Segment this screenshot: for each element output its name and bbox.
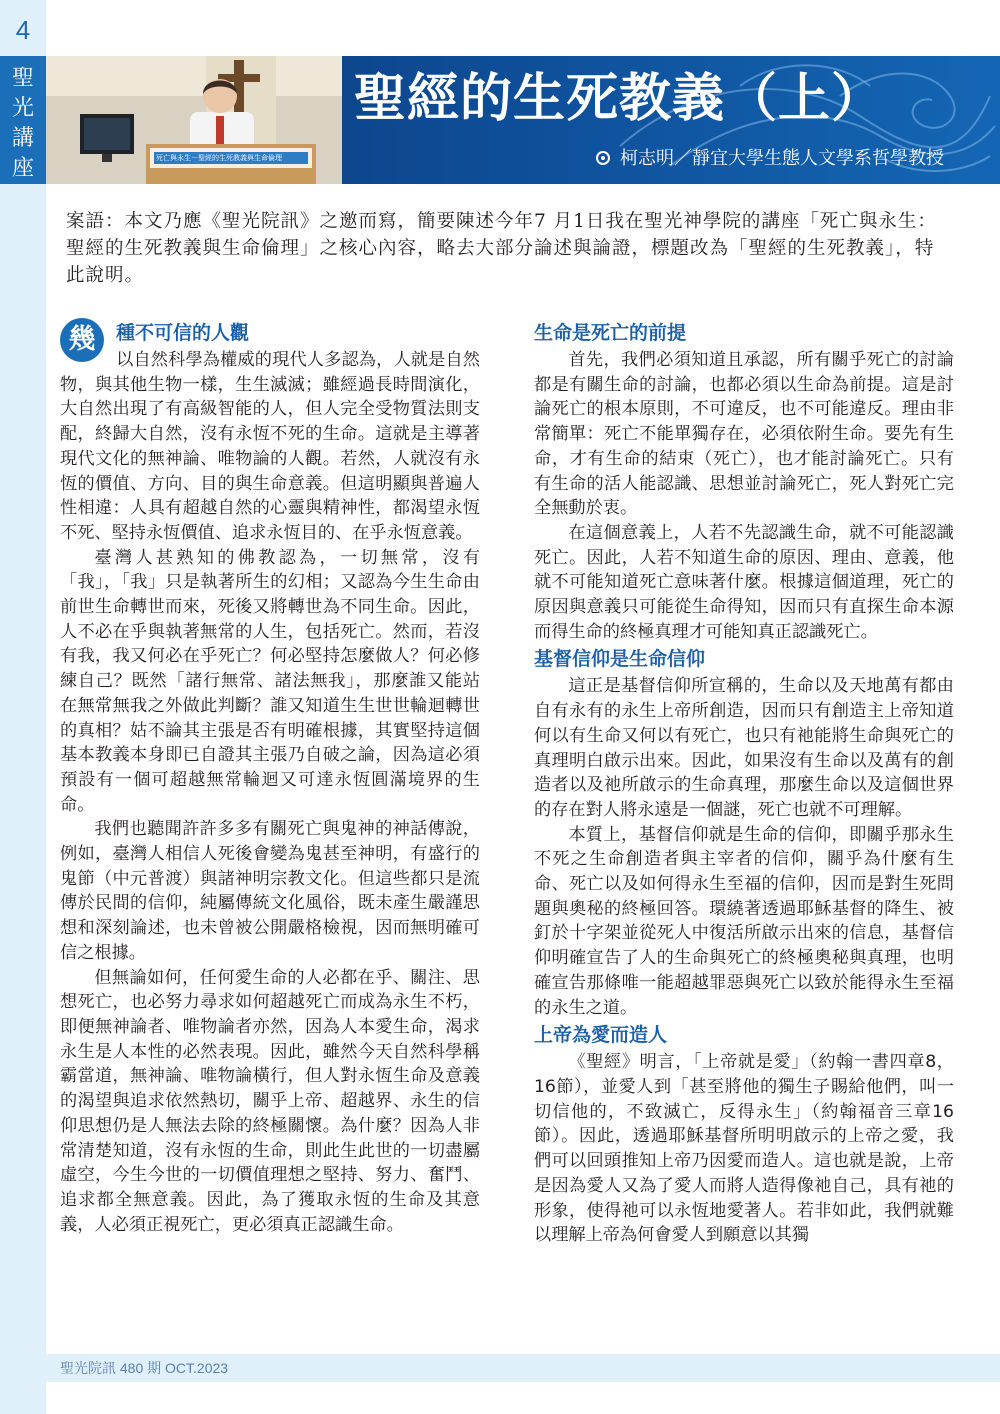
editor-note: 案語：本文乃應《聖光院訊》之邀而寫，簡要陳述今年7 月1日我在聖光神學院的講座「死亡與永生：聖經的生死教義與生命倫理」之核心內容，略去大部分論述與論證，標題改為「聖經的生死教義」，特此說明。	[66, 211, 937, 286]
category-text: 聖 光 講 座	[11, 66, 34, 181]
paragraph: 《聖經》明言，「上帝就是愛」（約翰一書四章8，16節），並愛人到「甚至將他的獨生子賜給他們，叫一切信他的，不致滅亡，反得永生」（約翰福音三章16節）。因此，透過耶穌基督所明明啟示的上帝之愛，我們可以回頭推知上帝乃因愛而造人。這也就是說，上帝是因為愛人又為了愛人而將人造得像祂自己，具有祂的形象，使得祂可以永恆地愛著人。若非如此，我們就難以理解上帝為何會愛人到願意以其獨	[534, 1052, 954, 1246]
section-heading: 種不可信的人觀	[116, 322, 250, 344]
section-heading: 上帝為愛而造人	[534, 1024, 668, 1047]
paragraph: 本質上，基督信仰就是生命的信仰，即關乎那永生不死之生命創造者與主宰者的信仰，關乎為什麼有生命、死亡以及如何得永生至福的信仰，因而是對生死問題與奧秘的終極回答。環繞著透過耶穌基督的降生、被釘於十字架並從死人中復活所啟示出來的信息，基督信仰明確宣告了人的生命與死亡的終極奧秘與真理，也明確宣告那條唯一能超越罪惡與死亡以致於能得永生至福的永生之道。	[534, 824, 954, 1018]
author-line	[596, 144, 996, 174]
side-strip	[0, 0, 46, 1414]
bullet-circle-icon	[596, 151, 610, 165]
header-banner	[46, 56, 1000, 184]
paragraph: 我們也聽聞許許多多有關死亡與鬼神的神話傳說，例如，臺灣人相信人死後會變為鬼甚至神明，有盛行的鬼節（中元普渡）與諸神明宗教文化。但這些都只是流傳於民間的信仰，純屬傳統文化風俗，既未產生嚴謹思想和深刻論述，也未曾被公開嚴格檢視，因而無明確可信之根據。	[60, 819, 480, 963]
paragraph: 首先，我們必須知道且承認，所有關乎死亡的討論都是有關生命的討論，也都必須以生命為前提。這是討論死亡的根本原則，不可違反，也不可能違反。理由非常簡單：死亡不能單獨存在，必須依附生命。要先有生命，才有生命的結束（死亡），也才能討論死亡。只有有生命的活人能認識、思想並討論死亡，死人對死亡完全無動於衷。	[534, 350, 954, 519]
paragraph: 但無論如何，任何愛生命的人必都在乎、關注、思想死亡，也必努力尋求如何超越死亡而成為永生不朽，即便無神論者、唯物論者亦然，因為人本愛生命，渴求永生是人本性的必然表現。因此，雖然今天自然科學稱霸當道，無神論、唯物論橫行，但人對永恆生命及意義的渴望與追求依然熱切，關乎上帝、超越界、永生的信仰思想仍是人無法去除的終極關懷。為什麼？因為人非常清楚知道，沒有永恆的生命，則此生此世的一切盡屬虛空，今生今世的一切價值理想之堅持、努力、奮鬥、追求都全無意義。因此，為了獲取永恆的生命及其意義，人必須正視死亡，更必須真正認識生命。	[60, 967, 480, 1235]
right-column	[534, 318, 954, 1248]
paragraph: 臺灣人甚熟知的佛教認為，一切無常，沒有「我」，「我」只是執著所生的幻相；又認為今生生命由前世生命轉世而來，死後又將轉世為不同生命。因此，人不必在乎與執著無常的人生，包括死亡。然而，若沒有我，我又何必在乎死亡？何必堅持怎麼做人？何必修練自己？既然「諸行無常、諸法無我」，那麼誰又能站在無常無我之外做此判斷？誰又知道生生世世輪迴轉世的真相？姑不論其主張是否有明確根據，其實堅持這個基本教義本身即已自證其主張乃自破之論，因為這必須預設有一個可超越無常輪迴又可達永恆圓滿境界的生命。	[60, 547, 480, 815]
side-bar-fill	[0, 184, 46, 1414]
section-intro	[60, 318, 480, 546]
paragraph: 以自然科學為權威的現代人多認為，人就是自然物，與其他生物一樣，生生滅滅；雖經過長時間演化，大自然出現了有高級智能的人，但人完全受物質法則支配，終歸大自然，沒有永恆不死的生命。這就是主導著現代文化的無神論、唯物論的人觀。若然，人就沒有永恆的價值、方向、目的與生命意義。但這明顯與普遍人性相違：人具有超越自然的心靈與精神性，都渴望永恆不死、堅持永恆價值、追求永恆目的、在乎永恆意義。	[60, 350, 480, 543]
category-label	[0, 56, 46, 184]
paragraph: 這正是基督信仰所宣稱的，生命以及天地萬有都由自有永有的永生上帝所創造，因而只有創造主上帝知道何以有生命又何以有死亡，也只有祂能將生命與死亡的真理明白啟示出來。因此，如果沒有生命以及萬有的創造者以及祂所啟示的生命真理，那麼生命以及這個世界的存在對人將永遠是一個謎，死亡也就不可理解。	[534, 676, 954, 820]
footer-issue: 聖光院訊 480 期 OCT.2023	[60, 1360, 229, 1376]
photo-caption: 死亡與永生－聖經的生死教義與生命倫理	[156, 154, 282, 162]
article-title: 聖經的生死教義（上）	[354, 69, 885, 129]
section-heading: 生命是死亡的前提	[534, 322, 687, 344]
paragraph: 在這個意義上，人若不先認識生命，就不可能認識死亡。因此，人若不知道生命的原因、理由、意義，他就不可能知道死亡意味著什麼。根據這個道理，死亡的原因與意義只可能從生命得知，因而只有直探生命本源而得生命的終極真理才可能知真正認識死亡。	[534, 522, 954, 642]
author-text: 柯志明／靜宜大學生態人文學系哲學教授	[620, 148, 944, 169]
speaker-photo	[46, 56, 342, 184]
drop-cap: 幾	[60, 318, 104, 362]
page-number: 4	[0, 0, 46, 56]
section-heading: 基督信仰是生命信仰	[534, 648, 706, 671]
left-column	[60, 318, 480, 1237]
